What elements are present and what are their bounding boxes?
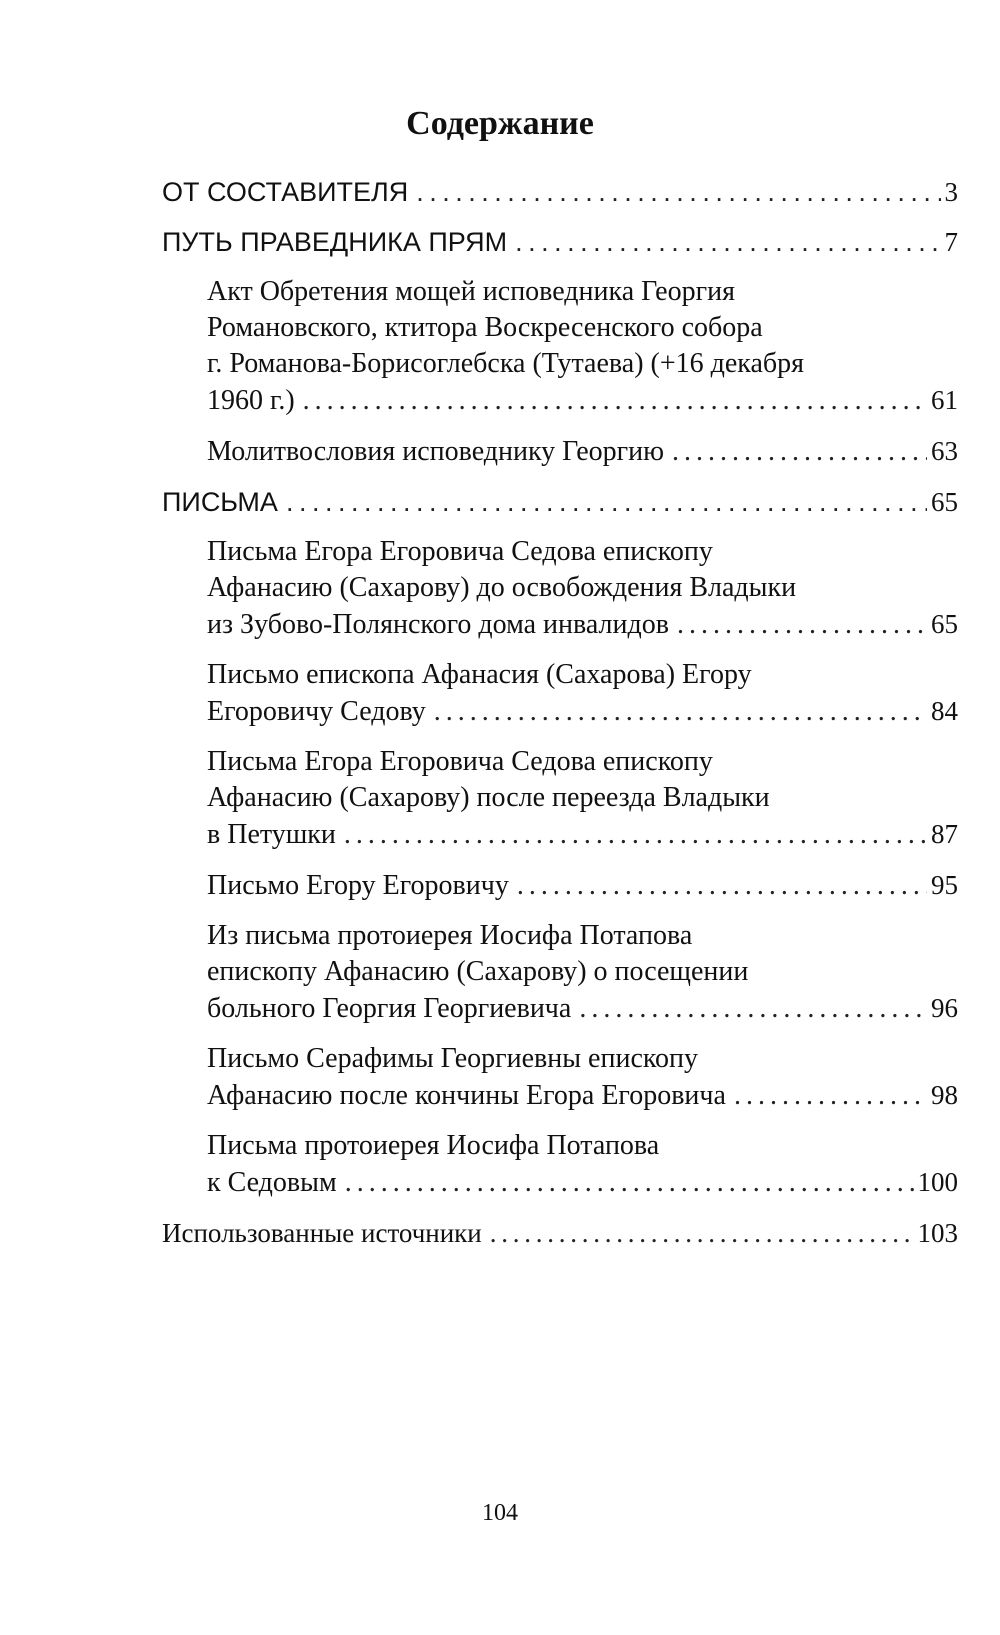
dot-leader bbox=[734, 1078, 927, 1114]
toc-page-number: 65 bbox=[931, 487, 958, 517]
page-number: 104 bbox=[482, 1500, 518, 1526]
toc-entry-title: Письмо Егору Егоровичу bbox=[207, 870, 509, 901]
toc-entry-title: Использованные источники bbox=[162, 1218, 482, 1248]
toc-page-number: 3 bbox=[944, 177, 958, 207]
toc-entry-title: ПИСЬМА bbox=[162, 487, 278, 517]
toc-entry-title: ПУТЬ ПРАВЕДНИКА ПРЯМ bbox=[162, 227, 508, 257]
dot-leader bbox=[416, 174, 940, 210]
toc-entry-last-line bbox=[162, 484, 958, 520]
dot-leader bbox=[517, 868, 927, 904]
toc-entry-last-line bbox=[207, 382, 958, 419]
toc-entry-title: Афанасию после кончины Егора Егоровича bbox=[207, 1080, 726, 1111]
toc-page-number: 98 bbox=[931, 1080, 958, 1110]
toc-page-number: 100 bbox=[917, 1167, 958, 1197]
toc-entry-line: Письмо Серафимы Георгиевны епископу bbox=[207, 1043, 699, 1074]
toc-entry[interactable] bbox=[0, 1041, 1000, 1114]
toc-page-number: 65 bbox=[931, 609, 958, 639]
toc-entry-title: в Петушки bbox=[207, 819, 336, 850]
dot-leader bbox=[672, 434, 927, 470]
toc-page-number: 61 bbox=[931, 385, 958, 415]
toc-entry-line: Романовского, ктитора Воскресенского собора bbox=[207, 312, 763, 343]
toc-entry[interactable] bbox=[0, 744, 1000, 853]
toc-entry[interactable] bbox=[0, 918, 1000, 1027]
dot-leader bbox=[345, 1165, 914, 1201]
toc-entry-line: Афанасию (Сахарову) после переезда Владыки bbox=[207, 782, 770, 813]
toc-page-number: 95 bbox=[931, 870, 958, 900]
dot-leader bbox=[303, 383, 927, 419]
toc-entry[interactable] bbox=[0, 657, 1000, 730]
page-title: Содержание bbox=[406, 105, 594, 142]
toc-entry[interactable] bbox=[0, 174, 1000, 210]
toc-entry[interactable] bbox=[0, 534, 1000, 643]
toc-entry-line: Письма Егора Егоровича Седова епископу bbox=[207, 536, 713, 567]
toc-page-number: 103 bbox=[917, 1218, 958, 1248]
table-of-contents bbox=[0, 174, 1000, 1265]
toc-entry[interactable] bbox=[0, 274, 1000, 419]
toc-entry-last-line bbox=[162, 174, 958, 210]
toc-entry[interactable] bbox=[0, 867, 1000, 904]
toc-entry-title: к Седовым bbox=[207, 1167, 337, 1198]
toc-entry-title: Молитвословия исповеднику Георгию bbox=[207, 436, 665, 467]
toc-entry-title: ОТ СОСТАВИТЕЛЯ bbox=[162, 177, 409, 207]
toc-entry-line: Из письма протоиерея Иосифа Потапова bbox=[207, 920, 693, 951]
toc-entry[interactable] bbox=[0, 484, 1000, 520]
toc-entry-last-line bbox=[207, 1164, 958, 1201]
toc-entry-line: епископу Афанасию (Сахарову) о посещении bbox=[207, 956, 749, 987]
toc-entry-line: Письма Егора Егоровича Седова епископу bbox=[207, 746, 713, 777]
toc-entry-last-line bbox=[162, 224, 958, 260]
toc-page-number: 84 bbox=[931, 696, 958, 726]
toc-entry-last-line bbox=[207, 867, 958, 904]
toc-entry-title: из Зубово-Полянского дома инвалидов bbox=[207, 609, 669, 640]
toc-entry[interactable] bbox=[0, 433, 1000, 470]
toc-entry-title: больного Георгия Георгиевича bbox=[207, 993, 572, 1024]
toc-entry-last-line bbox=[207, 606, 958, 643]
toc-entry-last-line bbox=[207, 1077, 958, 1114]
dot-leader bbox=[579, 991, 927, 1027]
toc-page-number: 87 bbox=[931, 819, 958, 849]
dot-leader bbox=[344, 817, 927, 853]
toc-entry[interactable] bbox=[0, 1215, 1000, 1251]
toc-entry[interactable] bbox=[0, 224, 1000, 260]
toc-entry-title: Егоровичу Седову bbox=[207, 696, 426, 727]
toc-entry-title: 1960 г.) bbox=[207, 385, 295, 416]
dot-leader bbox=[286, 484, 927, 520]
toc-entry-line: Письма протоиерея Иосифа Потапова bbox=[207, 1130, 660, 1161]
toc-page-number: 7 bbox=[944, 227, 958, 257]
toc-entry-last-line bbox=[207, 990, 958, 1027]
toc-page-number: 96 bbox=[931, 993, 958, 1023]
toc-entry-line: Афанасию (Сахарову) до освобождения Владыки bbox=[207, 572, 797, 603]
toc-entry-last-line bbox=[207, 816, 958, 853]
toc-entry[interactable] bbox=[0, 1128, 1000, 1201]
toc-entry-line: Письмо епископа Афанасия (Сахарова) Егору bbox=[207, 659, 752, 690]
dot-leader bbox=[515, 224, 940, 260]
toc-entry-last-line bbox=[207, 433, 958, 470]
dot-leader bbox=[490, 1215, 914, 1251]
toc-entry-last-line bbox=[162, 1215, 958, 1251]
toc-entry-last-line bbox=[207, 693, 958, 730]
toc-entry-line: Акт Обретения мощей исповедника Георгия bbox=[207, 276, 735, 307]
dot-leader bbox=[434, 694, 927, 730]
toc-entry-line: г. Романова-Борисоглебска (Тутаева) (+16 декабря bbox=[207, 348, 805, 379]
dot-leader bbox=[677, 607, 927, 643]
toc-page-number: 63 bbox=[931, 436, 958, 466]
